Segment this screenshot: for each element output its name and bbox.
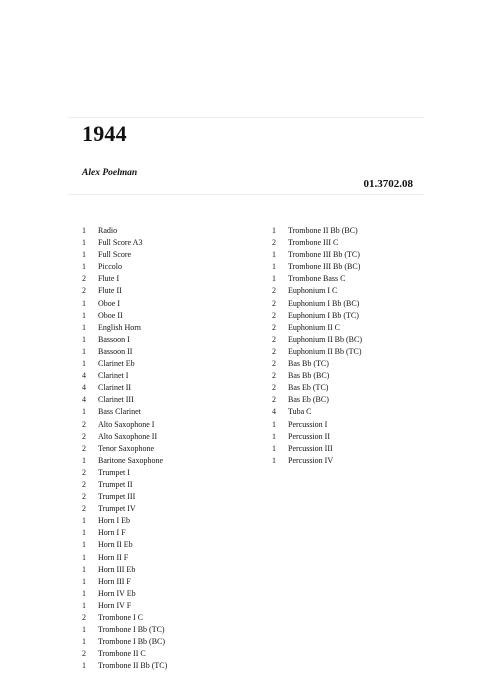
part-name: English Horn: [98, 322, 141, 332]
part-name: Horn I Eb: [98, 516, 130, 526]
part-quantity: 4: [82, 371, 86, 381]
part-quantity: 2: [272, 322, 276, 332]
part-quantity: 4: [272, 407, 276, 417]
part-name: Tenor Saxophone: [98, 443, 155, 453]
part-row: [82, 491, 167, 503]
part-name: Euphonium II Bb (TC): [288, 346, 362, 356]
part-quantity: 1: [82, 588, 86, 598]
part-row: [82, 261, 167, 273]
part-name: Bas Eb (BC): [288, 395, 329, 405]
part-quantity: 2: [272, 395, 276, 405]
part-quantity: 1: [82, 528, 86, 538]
part-row: [82, 455, 167, 467]
part-quantity: 1: [82, 262, 86, 272]
part-quantity: 1: [82, 310, 86, 320]
parts-list-left-column: [82, 225, 167, 672]
part-row: [82, 322, 167, 334]
part-row: [272, 273, 362, 285]
part-quantity: 1: [82, 661, 86, 671]
part-name: Bas Eb (TC): [288, 383, 329, 393]
part-quantity: 2: [82, 286, 86, 296]
part-name: Tuba C: [288, 407, 312, 417]
part-name: Horn III Eb: [98, 564, 136, 574]
part-row: [272, 322, 362, 334]
part-name: Full Score: [98, 250, 132, 260]
part-row: [82, 660, 167, 672]
part-row: [272, 310, 362, 322]
part-name: Percussion IV: [288, 455, 334, 465]
part-name: Alto Saxophone II: [98, 431, 158, 441]
part-quantity: 2: [82, 419, 86, 429]
part-row: [82, 624, 167, 636]
part-name: Clarinet II: [98, 383, 132, 393]
part-name: Trombone II Bb (BC): [288, 226, 358, 235]
part-quantity: 2: [82, 443, 86, 453]
part-row: [82, 298, 167, 310]
part-row: [272, 249, 362, 261]
part-name: Trombone I Bb (TC): [98, 625, 165, 635]
part-name: Percussion III: [288, 443, 333, 453]
part-quantity: 1: [272, 274, 276, 284]
part-name: Euphonium I Bb (BC): [288, 298, 360, 308]
part-quantity: 2: [272, 286, 276, 296]
part-name: Horn I F: [98, 528, 126, 538]
part-row: [82, 394, 167, 406]
part-row: [272, 225, 362, 237]
part-row: [82, 334, 167, 346]
part-row: [272, 370, 362, 382]
part-row: [82, 600, 167, 612]
part-name: Percussion I: [288, 419, 328, 429]
part-quantity: 1: [272, 419, 276, 429]
part-quantity: 4: [82, 395, 86, 405]
part-name: Baritone Saxophone: [98, 455, 164, 465]
part-row: [82, 285, 167, 297]
part-name: Oboe II: [98, 310, 123, 320]
part-quantity: 2: [272, 371, 276, 381]
part-quantity: 2: [272, 298, 276, 308]
part-name: Bas Bb (TC): [288, 359, 329, 369]
part-name: Trombone II C: [98, 649, 146, 659]
part-name: Euphonium II C: [288, 322, 340, 332]
part-quantity: 1: [272, 455, 276, 465]
part-quantity: 1: [272, 262, 276, 272]
part-name: Euphonium I C: [288, 286, 338, 296]
part-quantity: 2: [82, 613, 86, 622]
part-quantity: 2: [82, 504, 86, 514]
part-name: Trumpet I: [98, 467, 130, 477]
part-row: [272, 382, 362, 394]
part-quantity: 1: [82, 576, 86, 586]
part-name: Horn III F: [98, 576, 131, 586]
part-quantity: 2: [82, 274, 86, 284]
composer-name: Alex Poelman: [82, 168, 138, 178]
part-row: [82, 443, 167, 455]
part-name: Clarinet I: [98, 371, 129, 381]
part-row: [82, 310, 167, 322]
part-name: Trombone II Bb (TC): [98, 661, 168, 671]
part-quantity: 4: [82, 383, 86, 393]
part-name: Horn II F: [98, 552, 129, 562]
part-row: [82, 552, 167, 564]
part-row: [82, 564, 167, 576]
part-quantity: 1: [82, 238, 86, 248]
part-quantity: 2: [272, 346, 276, 356]
part-quantity: 2: [82, 492, 86, 502]
part-name: Trombone I Bb (BC): [98, 637, 166, 647]
part-row: [82, 273, 167, 285]
part-quantity: 1: [82, 407, 86, 417]
part-row: [272, 358, 362, 370]
part-row: [82, 249, 167, 261]
part-name: Percussion II: [288, 431, 330, 441]
catalog-number: 01.3702.08: [363, 178, 413, 190]
part-row: [82, 515, 167, 527]
part-row: [272, 406, 362, 418]
part-row: [82, 346, 167, 358]
part-quantity: 1: [82, 455, 86, 465]
part-name: Bas Bb (BC): [288, 371, 330, 381]
part-quantity: 1: [82, 298, 86, 308]
part-quantity: 1: [82, 516, 86, 526]
part-name: Trombone III Bb (TC): [288, 250, 360, 260]
part-row: [82, 539, 167, 551]
part-quantity: 2: [272, 383, 276, 393]
part-quantity: 1: [82, 625, 86, 635]
part-row: [272, 394, 362, 406]
part-quantity: 1: [82, 359, 86, 369]
part-name: Piccolo: [98, 262, 122, 272]
part-row: [82, 225, 167, 237]
part-name: Euphonium II Bb (BC): [288, 334, 362, 344]
part-quantity: 2: [272, 359, 276, 369]
part-name: Clarinet III: [98, 395, 134, 405]
part-name: Flute II: [98, 286, 122, 296]
header-top-divider: [68, 117, 424, 118]
part-name: Oboe I: [98, 298, 120, 308]
part-row: [272, 419, 362, 431]
part-name: Horn IV Eb: [98, 588, 136, 598]
part-quantity: 1: [272, 226, 276, 235]
part-quantity: 1: [272, 431, 276, 441]
part-quantity: 2: [272, 238, 276, 248]
part-name: Flute I: [98, 274, 120, 284]
part-name: Bass Clarinet: [98, 407, 141, 417]
part-quantity: 2: [82, 649, 86, 659]
part-quantity: 1: [82, 322, 86, 332]
part-name: Euphonium I Bb (TC): [288, 310, 359, 320]
part-name: Trombone III Bb (BC): [288, 262, 361, 272]
part-row: [82, 419, 167, 431]
part-name: Full Score A3: [98, 238, 143, 248]
part-row: [272, 443, 362, 455]
part-quantity: 2: [82, 431, 86, 441]
part-row: [82, 358, 167, 370]
part-row: [272, 298, 362, 310]
part-row: [272, 237, 362, 249]
part-name: Clarinet Eb: [98, 359, 135, 369]
part-row: [82, 588, 167, 600]
part-name: Trumpet III: [98, 492, 136, 502]
part-quantity: 2: [272, 334, 276, 344]
part-name: Trumpet II: [98, 479, 133, 489]
part-quantity: 1: [82, 346, 86, 356]
part-row: [272, 346, 362, 358]
piece-title: 1944: [82, 121, 127, 146]
part-quantity: 1: [82, 226, 86, 235]
part-row: [272, 261, 362, 273]
part-row: [82, 467, 167, 479]
header-bottom-divider: [68, 194, 424, 195]
part-row: [272, 285, 362, 297]
part-row: [82, 406, 167, 418]
part-row: [82, 612, 167, 624]
part-quantity: 1: [82, 637, 86, 647]
part-name: Bassoon I: [98, 334, 130, 344]
part-row: [82, 370, 167, 382]
part-row: [82, 527, 167, 539]
part-name: Horn IV F: [98, 600, 132, 610]
parts-list-right-column: [272, 225, 362, 467]
part-quantity: 2: [272, 310, 276, 320]
part-quantity: 1: [82, 552, 86, 562]
part-row: [82, 237, 167, 249]
part-quantity: 1: [82, 564, 86, 574]
part-quantity: 1: [272, 443, 276, 453]
part-quantity: 2: [82, 467, 86, 477]
part-name: Bassoon II: [98, 346, 133, 356]
part-name: Trombone I C: [98, 613, 144, 622]
part-row: [82, 648, 167, 660]
part-row: [82, 636, 167, 648]
part-name: Trumpet IV: [98, 504, 136, 514]
part-quantity: 1: [82, 540, 86, 550]
part-name: Trombone Bass C: [288, 274, 346, 284]
part-quantity: 1: [272, 250, 276, 260]
part-row: [82, 479, 167, 491]
part-name: Radio: [98, 226, 118, 235]
part-row: [272, 334, 362, 346]
part-row: [82, 382, 167, 394]
part-quantity: 1: [82, 250, 86, 260]
part-row: [82, 431, 167, 443]
part-row: [82, 503, 167, 515]
part-name: Horn II Eb: [98, 540, 133, 550]
part-row: [272, 455, 362, 467]
part-row: [272, 431, 362, 443]
part-quantity: 2: [82, 479, 86, 489]
part-row: [82, 576, 167, 588]
part-name: Trombone III C: [288, 238, 339, 248]
part-quantity: 1: [82, 600, 86, 610]
part-quantity: 1: [82, 334, 86, 344]
part-name: Alto Saxophone I: [98, 419, 155, 429]
